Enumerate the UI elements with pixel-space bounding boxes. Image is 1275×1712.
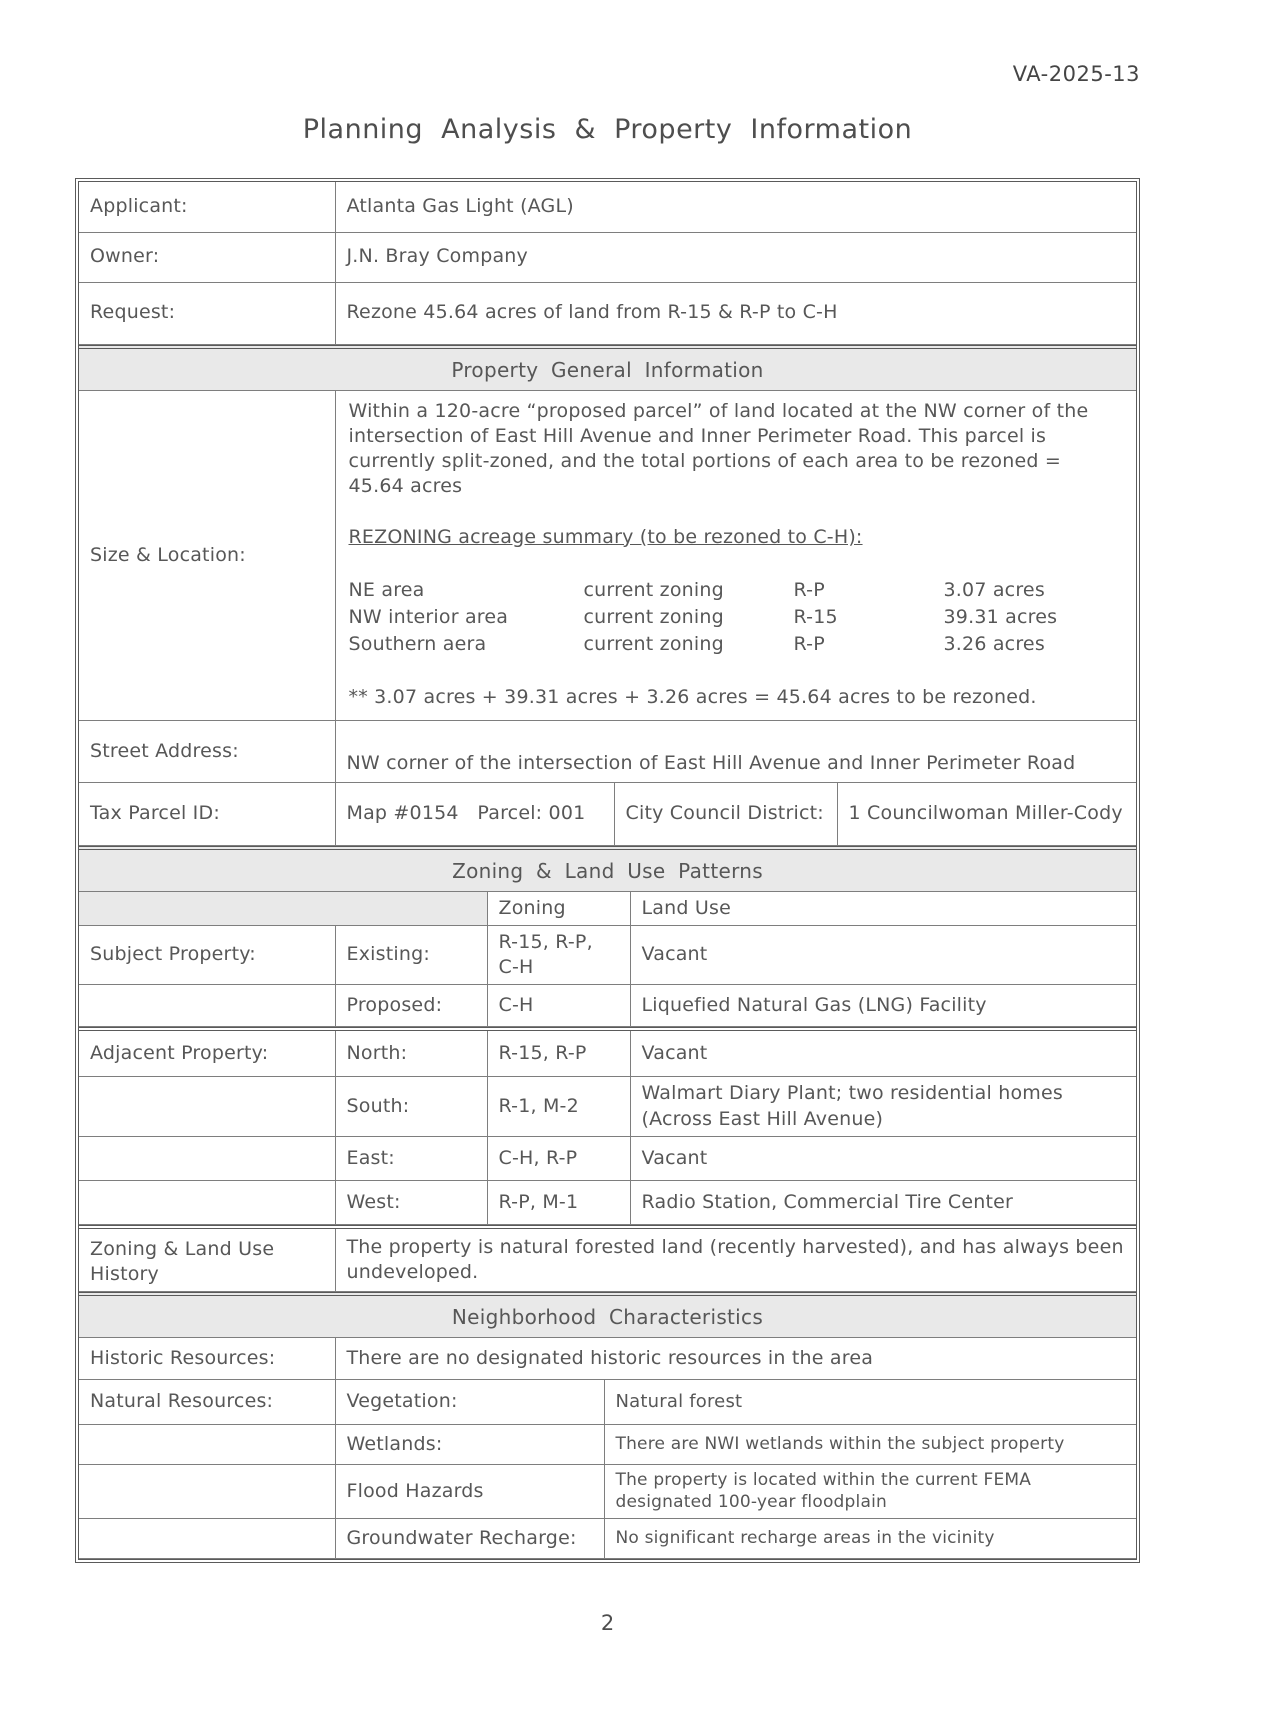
- area-acres: 39.31 acres: [943, 605, 1058, 628]
- table-row: [79, 1338, 1136, 1380]
- vegetation-value: Natural forest: [604, 1380, 1136, 1424]
- rezoning-summary-heading: REZONING acreage summary (to be rezoned to C-H):: [348, 525, 863, 548]
- area-name: NW interior area: [348, 605, 509, 628]
- size-location-label: Size & Location:: [79, 391, 335, 721]
- area-zoning: R-15: [793, 605, 838, 628]
- street-address-value: NW corner of the intersection of East Hill Avenue and Inner Perimeter Road: [335, 721, 1136, 783]
- section-header-property-general: Property General Information: [79, 345, 1136, 391]
- size-location-value: [335, 391, 1136, 721]
- table-row: [79, 1518, 1136, 1558]
- section-header-zoning-patterns: Zoning & Land Use Patterns: [79, 846, 1136, 892]
- table-row: [79, 984, 1136, 1026]
- table-row: [79, 1077, 1136, 1136]
- table-row: [79, 1424, 1136, 1464]
- group-empty-cell: [79, 1180, 335, 1224]
- page-title: Planning Analysis & Property Information: [302, 114, 913, 145]
- historic-resources-value: There are no designated historic resources in the area: [335, 1338, 1136, 1380]
- owner-label: Owner:: [79, 232, 335, 282]
- area-zoning-label: current zoning: [583, 633, 724, 656]
- adjacent-property-label: Adjacent Property:: [79, 1029, 335, 1077]
- vegetation-label: Vegetation:: [335, 1380, 604, 1424]
- table-row: [79, 783, 1136, 845]
- proposed-zoning: C-H: [487, 984, 630, 1026]
- tax-parcel-label: Tax Parcel ID:: [79, 783, 335, 845]
- council-district-label: City Council District:: [614, 783, 837, 845]
- tax-parcel-value: Map #0154 Parcel: 001: [335, 783, 614, 845]
- zoning-history-label: Zoning & Land Use History: [79, 1227, 335, 1292]
- proposed-land-use: Liquefied Natural Gas (LNG) Facility: [630, 984, 1136, 1026]
- table-row: [79, 232, 1136, 282]
- table-row: [79, 1029, 1136, 1077]
- planning-analysis-table: [75, 178, 1140, 1563]
- flood-hazards-value: The property is located within the current FEMA designated 100-year floodplain: [604, 1464, 1136, 1518]
- area-name: Southern aera: [348, 633, 487, 656]
- section-header-neighborhood: Neighborhood Characteristics: [79, 1292, 1136, 1338]
- area-zoning-label: current zoning: [583, 605, 724, 628]
- tax-parcel-table: [79, 783, 1136, 846]
- land-use-column-header: Land Use: [630, 892, 1136, 926]
- east-land-use: Vacant: [630, 1136, 1136, 1180]
- table-row: [79, 391, 1136, 721]
- east-zoning: C-H, R-P: [487, 1136, 630, 1180]
- rezoning-area-grid: [349, 578, 1123, 657]
- applicant-label: Applicant:: [79, 182, 335, 232]
- table-row: [79, 1464, 1136, 1518]
- zoning-history-table: [79, 1225, 1136, 1292]
- south-land-use: Walmart Diary Plant; two residential homes (Across East Hill Avenue): [630, 1077, 1136, 1136]
- area-acres: 3.07 acres: [943, 578, 1045, 601]
- natural-resources-table: [79, 1380, 1136, 1558]
- group-empty-cell: [79, 1077, 335, 1136]
- document-header: [75, 62, 1140, 145]
- existing-label: Existing:: [335, 925, 487, 984]
- group-empty-cell: [79, 1424, 335, 1464]
- zoning-history-value: The property is natural forested land (recently harvested), and has always been undeveloped.: [335, 1227, 1136, 1292]
- zoning-subheader-spacer: [79, 892, 487, 926]
- north-label: North:: [335, 1029, 487, 1077]
- east-label: East:: [335, 1136, 487, 1180]
- historic-resources-label: Historic Resources:: [79, 1338, 335, 1380]
- subject-property-label: Subject Property:: [79, 925, 335, 984]
- rezoning-total-note: ** 3.07 acres + 39.31 acres + 3.26 acres = 45.64 acres to be rezoned.: [348, 686, 1037, 709]
- flood-hazards-label: Flood Hazards: [335, 1464, 604, 1518]
- table-row: [79, 892, 1136, 926]
- groundwater-recharge-value: No significant recharge areas in the vicinity: [604, 1518, 1136, 1558]
- table-row: [79, 182, 1136, 232]
- natural-resources-label: Natural Resources:: [79, 1380, 335, 1424]
- owner-value: J.N. Bray Company: [335, 232, 1136, 282]
- groundwater-recharge-label: Groundwater Recharge:: [335, 1518, 604, 1558]
- street-address-label: Street Address:: [79, 721, 335, 783]
- area-acres: 3.26 acres: [943, 633, 1045, 656]
- table-row: [79, 1136, 1136, 1180]
- table-row: [79, 721, 1136, 783]
- wetlands-value: There are NWI wetlands within the subject property: [604, 1424, 1136, 1464]
- wetlands-label: Wetlands:: [335, 1424, 604, 1464]
- table-row: [79, 925, 1136, 984]
- table-row: [79, 1227, 1136, 1292]
- council-district-value: 1 Councilwoman Miller-Cody: [837, 783, 1136, 845]
- group-empty-cell: [79, 984, 335, 1026]
- applicant-value: Atlanta Gas Light (AGL): [335, 182, 1136, 232]
- case-number: VA-2025-13: [1012, 62, 1140, 86]
- existing-land-use: Vacant: [630, 925, 1136, 984]
- zoning-column-header: Zoning: [487, 892, 630, 926]
- page-number: 2: [600, 1610, 615, 1635]
- area-name: NE area: [348, 578, 425, 601]
- group-empty-cell: [79, 1136, 335, 1180]
- table-row: [79, 282, 1136, 344]
- proposed-label: Proposed:: [335, 984, 487, 1026]
- request-label: Request:: [79, 282, 335, 344]
- table-row: [79, 1380, 1136, 1424]
- west-land-use: Radio Station, Commercial Tire Center: [630, 1180, 1136, 1224]
- table-row: [79, 1180, 1136, 1224]
- zoning-subject-table: [79, 892, 1136, 1027]
- zoning-adjacent-table: [79, 1027, 1136, 1225]
- south-zoning: R-1, M-2: [487, 1077, 630, 1136]
- group-empty-cell: [79, 1464, 335, 1518]
- area-zoning-label: current zoning: [583, 578, 724, 601]
- existing-zoning: R-15, R-P, C-H: [487, 925, 630, 984]
- west-label: West:: [335, 1180, 487, 1224]
- north-land-use: Vacant: [630, 1029, 1136, 1077]
- request-value: Rezone 45.64 acres of land from R-15 & R-P to C-H: [335, 282, 1136, 344]
- group-empty-cell: [79, 1518, 335, 1558]
- west-zoning: R-P, M-1: [487, 1180, 630, 1224]
- area-zoning: R-P: [793, 633, 825, 656]
- south-label: South:: [335, 1077, 487, 1136]
- area-zoning: R-P: [793, 578, 825, 601]
- historic-resources-table: [79, 1338, 1136, 1381]
- size-location-intro: Within a 120-acre “proposed parcel” of land located at the NW corner of the intersection of East Hill Avenue and Inner Perimeter Road. This parcel is currently split-zoned, and the total portions of each area to be rezoned = 45.64 acres: [348, 399, 1089, 497]
- property-general-table: [79, 391, 1136, 784]
- basic-info-table: [79, 182, 1136, 345]
- north-zoning: R-15, R-P: [487, 1029, 630, 1077]
